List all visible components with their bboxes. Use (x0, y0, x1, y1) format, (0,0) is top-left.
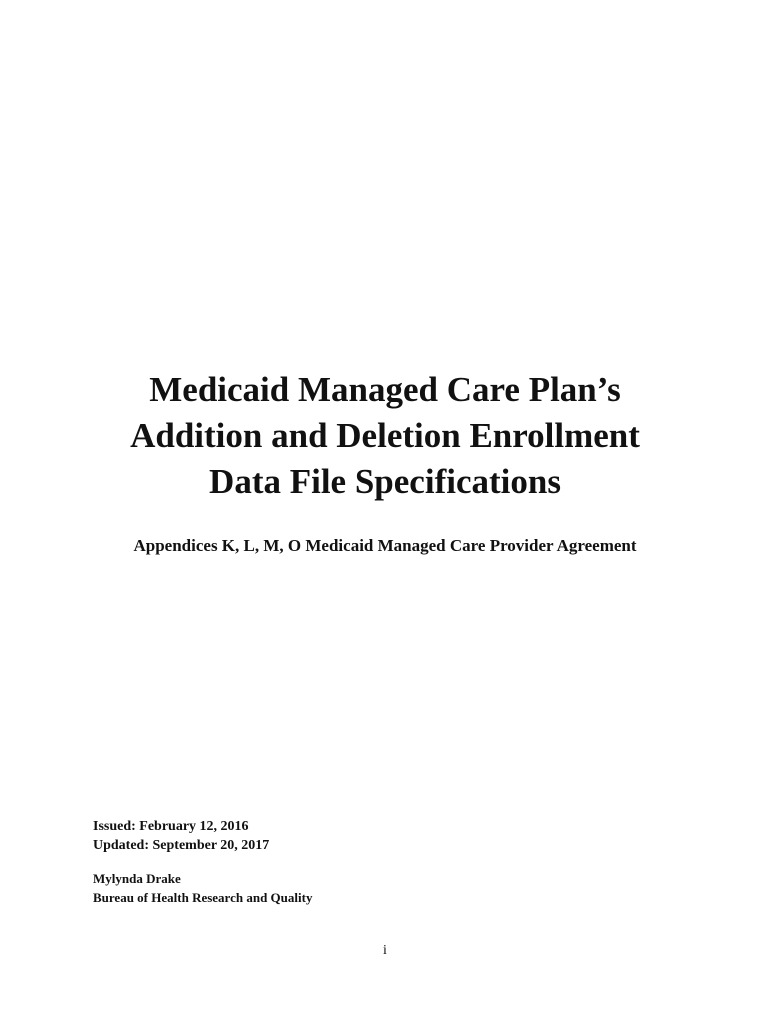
title-line-1: Medicaid Managed Care Plan’s (149, 370, 621, 409)
document-subtitle: Appendices K, L, M, O Medicaid Managed Care Provider Agreement (133, 536, 637, 555)
issued-date: Issued: February 12, 2016 (93, 819, 249, 834)
document-dates (93, 817, 269, 855)
document-author-block (93, 869, 312, 907)
author-name: Mylynda Drake (93, 871, 181, 886)
author-organization: Bureau of Health Research and Quality (93, 890, 313, 905)
title-line-2: Addition and Deletion Enrollment (130, 416, 640, 455)
page-number: i (383, 943, 387, 958)
updated-date: Updated: September 20, 2017 (93, 838, 270, 853)
title-line-3: Data File Specifications (209, 462, 561, 501)
document-title (0, 367, 770, 505)
